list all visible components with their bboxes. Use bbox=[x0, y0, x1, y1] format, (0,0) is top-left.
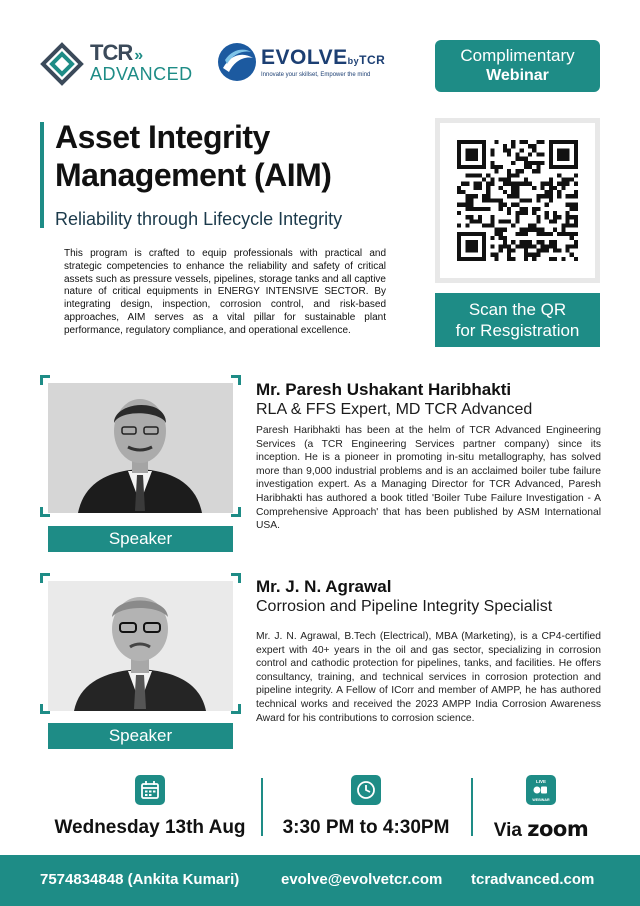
qr-button-line-1: Scan the QR bbox=[468, 300, 567, 319]
calendar-icon bbox=[135, 775, 165, 805]
tcr-advanced-logo bbox=[40, 40, 200, 90]
contact-footer bbox=[0, 855, 640, 906]
badge-line-2: Webinar bbox=[486, 67, 549, 84]
contact-phone[interactable]: 7574834848 (Ankita Kumari) bbox=[40, 871, 240, 888]
registration-qr-code[interactable] bbox=[435, 118, 600, 283]
evolve-globe-icon bbox=[215, 40, 259, 84]
event-time bbox=[266, 775, 466, 839]
page-title: Asset Integrity Management (AIM) bbox=[55, 119, 332, 193]
speaker-role: RLA & FFS Expert, MD TCR Advanced bbox=[256, 401, 533, 418]
divider bbox=[471, 778, 473, 836]
clock-icon bbox=[351, 775, 381, 805]
speaker-role: Corrosion and Pipeline Integrity Specialist bbox=[256, 598, 553, 615]
qr-button-line-2: for Resgistration bbox=[455, 321, 580, 340]
speaker-photo bbox=[48, 383, 233, 513]
speaker-portrait-icon bbox=[48, 383, 233, 513]
qr-finder-center bbox=[465, 148, 478, 161]
svg-text:LIVE: LIVE bbox=[535, 779, 547, 784]
contact-website[interactable]: tcradvanced.com bbox=[471, 871, 595, 888]
event-date bbox=[44, 775, 256, 839]
speaker-bio: Paresh Haribhakti has been at the helm of TCR Advanced Engineering Services (a TCR Engineering Services partner company) since its inception. He is a pioneer in promoting in-situ metallography, has solved more than 9,000 industrial problems and is an acclaimed boiler tube failure investigation expert. As a Managing Director for TCR Advanced, Paresh Haribhakti has authored a book titled 'Boiler Tube Failure Investigation - A Comprehensive Approach' that has been published by ASM International USA. bbox=[256, 425, 601, 532]
qr-finder-center bbox=[557, 148, 570, 161]
speaker-tag: Speaker bbox=[48, 526, 233, 552]
evolve-wordmark: EVOLVEbyTCR bbox=[261, 46, 386, 69]
complimentary-webinar-badge bbox=[435, 40, 600, 92]
event-date-text: Wednesday 13th Aug bbox=[54, 817, 246, 838]
event-platform-text: Via zoom bbox=[493, 817, 589, 841]
tcr-wordmark: TCR » bbox=[90, 40, 143, 65]
contact-email[interactable]: evolve@evolvetcr.com bbox=[281, 871, 443, 888]
speaker-photo bbox=[48, 581, 233, 711]
badge-line-1: Complimentary bbox=[460, 46, 575, 65]
event-platform bbox=[476, 775, 606, 842]
speaker-tag: Speaker bbox=[48, 723, 233, 749]
live-webinar-icon bbox=[526, 775, 556, 805]
title-accent-bar bbox=[40, 122, 44, 228]
divider bbox=[261, 778, 263, 836]
scan-qr-button[interactable] bbox=[435, 293, 600, 347]
speaker-portrait-icon bbox=[48, 581, 233, 711]
page-subtitle: Reliability through Lifecycle Integrity bbox=[55, 209, 343, 229]
tcr-advanced-wordmark: ADVANCED bbox=[90, 64, 193, 84]
evolve-logo bbox=[215, 40, 386, 90]
speaker-name: Mr. Paresh Ushakant Haribhakti bbox=[256, 380, 512, 399]
program-description: This program is crafted to equip professionals with practical and strategic competencies to enhance the reliability and safety of critical assets such as pressure vessels, pipelines, storage tanks and all captive nature of critical equipments in ENERGY INTENSIVE SECTOR. By integrating design, inspection, corrosion control, and risk-based approaches, AIM serves as a vital pillar for sustainable plant performance, regulatory compliance, and operational excellence. bbox=[64, 248, 386, 336]
svg-text:WEBINAR: WEBINAR bbox=[532, 798, 550, 802]
qr-finder-center bbox=[465, 240, 478, 253]
tcr-diamond-icon bbox=[40, 42, 84, 86]
speaker-bio: Mr. J. N. Agrawal, B.Tech (Electrical), MBA (Marketing), is a CP4-certified expert with 40+ years in the oil and gas sector, specializing in corrosion control and cathodic protection for pipelines, tanks, and facilities. He offers consultancy, training, and technical services in corrosion protection and pipeline integrity. A Fellow of ICorr and member of AMPP, he has authored technical works and received the 2023 AMPP India Corrosion Awareness Award for his contributions to corrosion science. bbox=[256, 631, 601, 724]
zoom-wordmark: zoom bbox=[527, 817, 589, 841]
event-time-text: 3:30 PM to 4:30PM bbox=[282, 817, 450, 838]
qr-code-icon bbox=[457, 140, 578, 261]
speaker-name: Mr. J. N. Agrawal bbox=[256, 577, 392, 596]
evolve-tagline: Innovate your skillset, Empower the mind bbox=[261, 72, 371, 78]
